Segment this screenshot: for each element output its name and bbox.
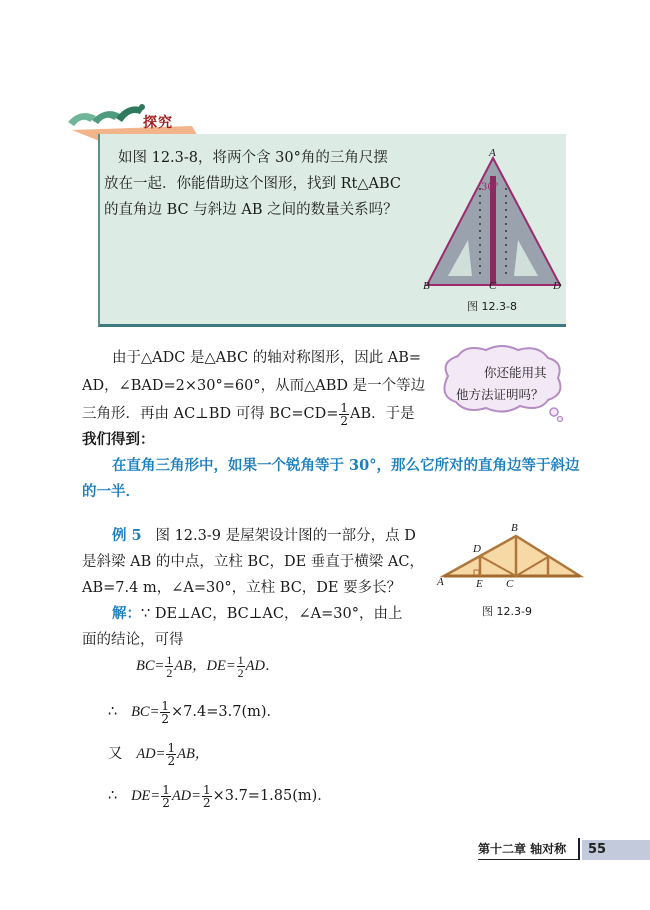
explore-text-line-1: 如图 12.3-8，将两个含 30°角的三角尺摆	[118, 150, 388, 166]
proof-line-2: AD，∠BAD=2×30°=60°，从而△ABD 是一个等边	[82, 378, 426, 394]
figure-caption-12-3-9: 图 12.3-9	[482, 605, 532, 618]
explore-text-line-2: 放在一起．你能借助这个图形，找到 Rt△ABC	[104, 176, 401, 192]
equation-3: 又 AD= $\frac{1}{2}$ AB，	[108, 740, 210, 768]
cloud-text: 你还能用其 他方法证明吗？	[456, 365, 547, 402]
equation-2: ∴ BC= $\frac{1}{2}$ ×7.4=3.7(m)．	[108, 698, 282, 726]
truss-label-a: A	[437, 576, 444, 588]
proof-line-3: 三角形．再由 AC⊥BD 可得 BC=CD= $\frac{1}{2}$ AB．于是	[82, 400, 415, 428]
page-number: 55	[582, 840, 650, 860]
truss-label-e: E	[476, 578, 483, 590]
equation-4: ∴ DE= $\frac{1}{2}$ AD= $\frac{1}{2}$ ×3.7=1.85(m)．	[108, 782, 332, 810]
proof-line-1: 由于△ADC 是△ABC 的轴对称图形，因此 AB=	[112, 350, 422, 366]
figure-label-b: B	[423, 280, 430, 292]
footer-divider	[578, 838, 580, 860]
figure-angle-label: 30°	[481, 182, 499, 193]
equation-1: BC= $\frac{1}{2}$ AB，DE= $\frac{1}{2}$ AD．	[136, 653, 280, 681]
example-line-1: 例 5 图 12.3-9 是屋架设计图的一部分，点 D	[112, 527, 416, 544]
explore-text-line-3: 的直角边 BC 与斜边 AB 之间的数量关系吗？	[104, 202, 398, 218]
truss-label-d: D	[473, 543, 481, 555]
example-line-2: 是斜梁 AB 的中点，立柱 BC，DE 垂直于横梁 AC，	[82, 554, 424, 570]
solution-line-1: 解：∵ DE⊥AC，BC⊥AC，∠A=30°，由上	[112, 605, 403, 622]
roof-truss-figure	[438, 530, 588, 582]
example-line-3: AB=7.4 m，∠A=30°，立柱 BC，DE 要多长？	[82, 580, 402, 596]
figure-caption-12-3-8: 图 12.3-8	[467, 300, 517, 313]
explore-label: 探究	[143, 115, 173, 131]
figure-label-d: D	[553, 280, 561, 292]
figure-label-c: C	[489, 280, 497, 292]
truss-label-b: B	[511, 522, 518, 534]
figure-label-a: A	[489, 147, 496, 159]
proof-line-4: 我们得到：	[82, 431, 155, 448]
footer-chapter-title: 第十二章 轴对称	[478, 840, 578, 860]
truss-label-c: C	[506, 578, 514, 590]
solution-line-2: 面的结论，可得	[82, 632, 184, 648]
theorem-line-2: 的一半．	[82, 483, 140, 500]
theorem-line-1: 在直角三角形中，如果一个锐角等于 30°，那么它所对的直角边等于斜边	[112, 457, 580, 474]
triangle-rulers-figure	[420, 148, 570, 298]
